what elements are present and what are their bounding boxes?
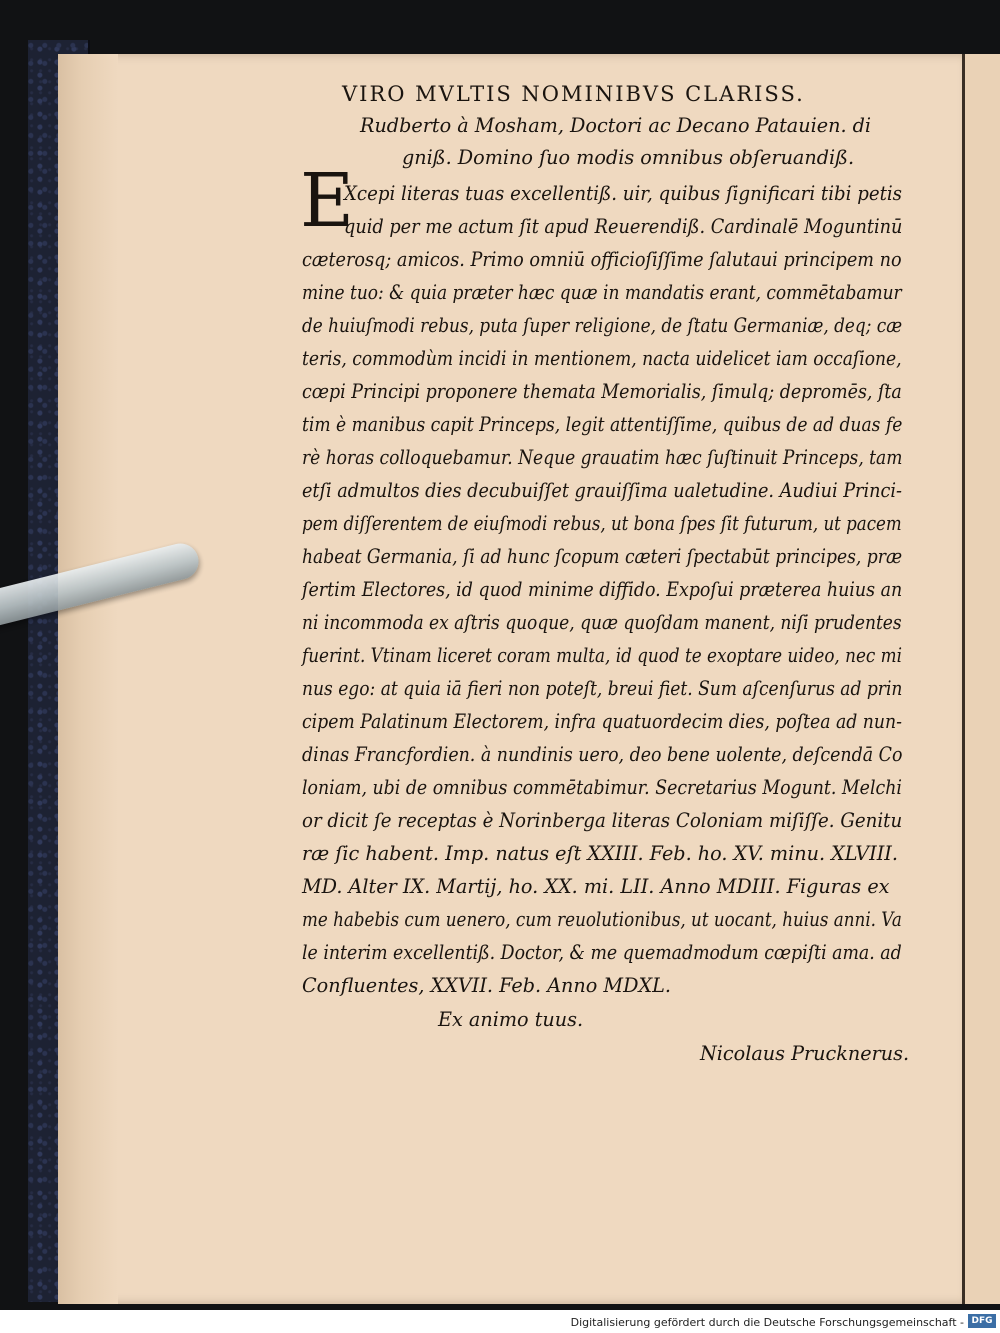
body-line: cipem Palatinum Electorem, infra quatuordecim dies, poſtea ad nun- [302, 710, 902, 733]
footer-credit: Digitalisierung gefördert durch die Deutsche Forschungsgemeinschaft - [570, 1316, 964, 1329]
page-edges [58, 54, 118, 1304]
body-line: dinas Francfordien. à nundinis uero, deo bene uolente, deſcendā Co [302, 743, 903, 766]
body-line: teris, commodùm incidi in mentionem, nacta uidelicet iam occaſione, [302, 347, 902, 370]
body-line: loniam, ubi de omnibus commētabimur. Secretarius Mogunt. Melchi [302, 776, 902, 799]
body-line: me habebis cum uenero, cum reuolutionibus, ut uocant, huius anni. Va [302, 908, 902, 931]
body-line: mine tuo: & quia præter hæc quæ in mandatis erant, commētabamur [302, 281, 902, 304]
drop-cap-initial: E [300, 158, 355, 244]
body-line: quid per me actum ſit apud Reuerendiß. Cardinalē Moguntinū [344, 215, 903, 238]
body-line: cœpi Principi proponere themata Memorialis, ſimulq; depromēs, ſta [302, 380, 902, 403]
letter-heading: VIRO MVLTIS NOMINIBVS CLARISS. [342, 82, 805, 106]
body-line: tim è manibus capit Princeps, legit attentiſſime, quibus de ad duas fe [302, 413, 903, 436]
facing-page-edge [962, 54, 1000, 1304]
body-line: le interim excellentiß. Doctor, & me quemadmodum cœpiſti ama. ad [302, 941, 902, 964]
body-line: MD. Alter IX. Martij, ho. XX. mi. LII. Anno MDIII. Figuras ex [302, 875, 890, 898]
signature: Nicolaus Prucknerus. [700, 1042, 910, 1065]
body-line: ræ ſic habent. Imp. natus eſt XXIII. Feb. ho. XV. minu. XLVIII. [302, 842, 898, 865]
body-line: nus ego: at quia iā fieri non poteſt, breui fiet. Sum aſcenſurus ad prin [302, 677, 903, 700]
body-line: etſi admultos dies decubuiſſet grauiſſima ualetudine. Audiui Princi- [302, 479, 902, 502]
closing-phrase: Ex animo tuus. [438, 1008, 584, 1031]
dfg-logo: DFG [968, 1314, 996, 1328]
body-line: pem diſſerentem de eiuſmodi rebus, ut bona ſpes ſit futurum, ut pacem [302, 512, 902, 535]
body-line: ſertim Electores, id quod minime diffido. Expoſui præterea huius an [302, 578, 903, 601]
body-line: cæterosq; amicos. Primo omniū officioſiſſime ſalutaui principem no [302, 248, 902, 271]
body-line: fuerint. Vtinam liceret coram multa, id quod te exoptare uideo, nec mi [302, 644, 902, 667]
body-line: de huiuſmodi rebus, puta ſuper religione, de ſtatu Germaniæ, deq; cæ [302, 314, 903, 337]
body-line: ni incommoda ex aſtris quoque, quæ quoſdam manent, niſi prudentes [302, 611, 902, 634]
body-line: habeat Germania, ſi ad hunc ſcopum cæteri ſpectabūt principes, præ [302, 545, 903, 568]
body-line: Xcepi literas tuas excellentiß. uir, quibus ſignificari tibi petis [344, 182, 902, 205]
digitization-footer [0, 1310, 1000, 1333]
address-line: gniß. Domino ſuo modis omnibus obſeruandiß. [402, 146, 855, 169]
body-line: rè horas colloquebamur. Neque grauatim hæc ſuſtinuit Princeps, tam [302, 446, 903, 469]
address-line: Rudberto à Mosham, Doctori ac Decano Patauien. di [360, 114, 872, 137]
body-line: Confluentes, XXVII. Feb. Anno MDXL. [302, 974, 671, 997]
body-line: or dicit ſe receptas è Norinberga literas Coloniam miſiſſe. Genitu [302, 809, 903, 832]
